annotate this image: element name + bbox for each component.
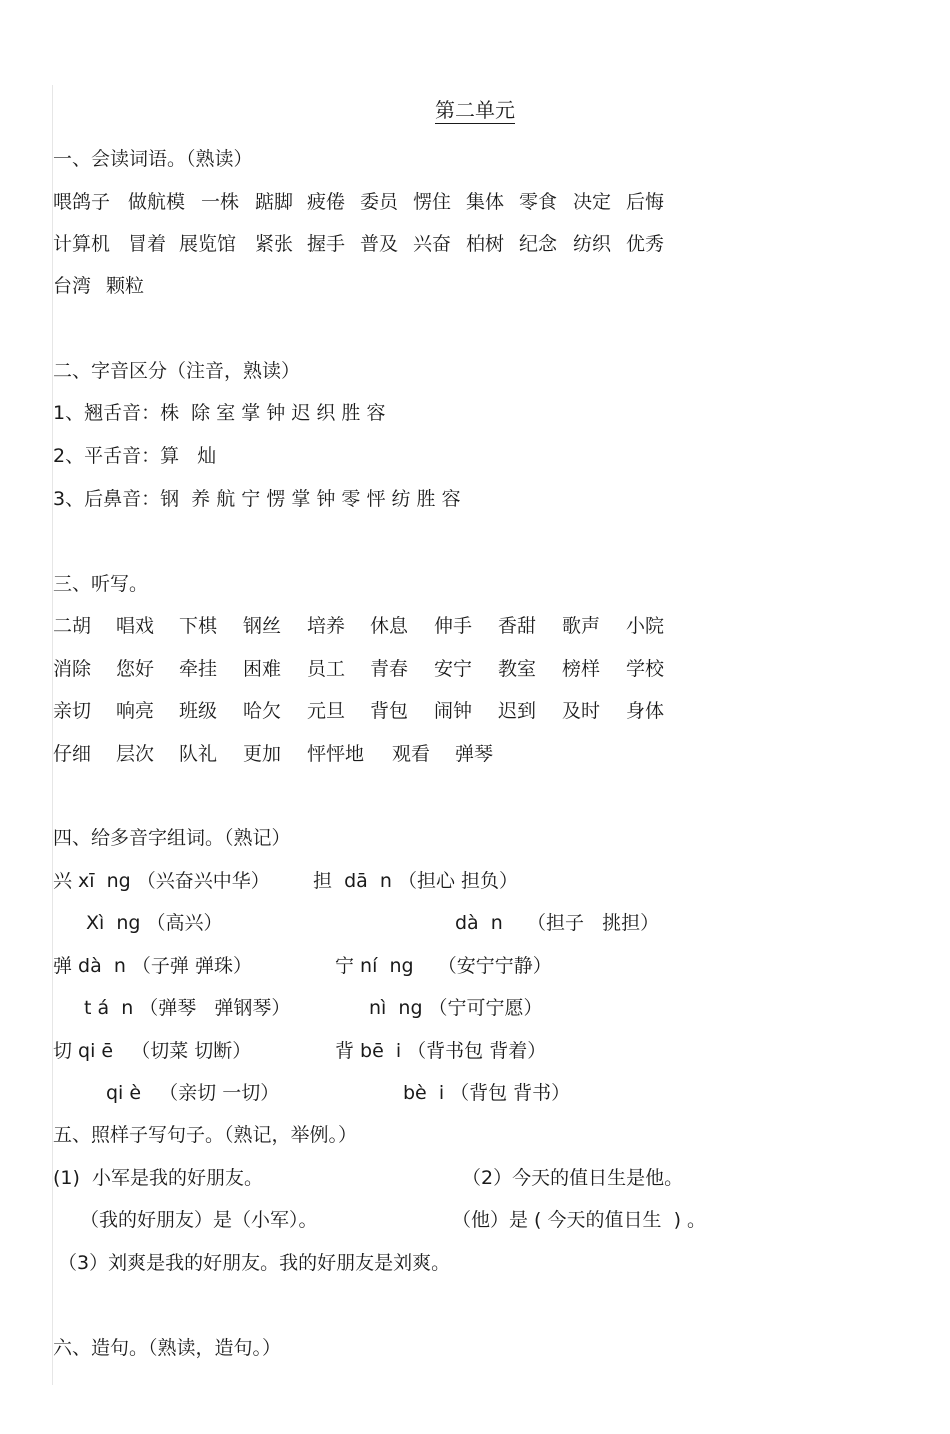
word: 展览馆 [179, 233, 237, 255]
word: 困难 [243, 658, 282, 680]
word: 台湾 [53, 275, 92, 297]
word: 下棋 [179, 615, 218, 637]
polyphone-ning-2: nì ng （宁可宁愿） [369, 997, 543, 1019]
section2-heading: 二、字音区分（注音，熟读） [53, 360, 301, 382]
word: 青春 [370, 658, 409, 680]
section2-line1: 1、翘舌音：株 除 室 掌 钟 迟 织 胜 容 [53, 402, 386, 424]
word: 培养 [307, 615, 346, 637]
word: 消除 [53, 658, 92, 680]
word: 闹钟 [434, 700, 473, 722]
word: 紧张 [255, 233, 294, 255]
word: 班级 [179, 700, 218, 722]
word: 钢丝 [243, 615, 282, 637]
word: 元旦 [307, 700, 346, 722]
word: 委员 [360, 191, 399, 213]
word: 学校 [626, 658, 665, 680]
word: 普及 [360, 233, 399, 255]
word: 弹琴 [455, 743, 494, 765]
example-answer-1: （我的好朋友）是（小军）。 [80, 1209, 318, 1231]
word: 兴奋 [413, 233, 452, 255]
word: 计算机 [53, 233, 111, 255]
word: 小院 [626, 615, 665, 637]
word: 香甜 [498, 615, 537, 637]
polyphone-dan-tan-1: 弹 dà n （子弹 弹珠） [53, 955, 252, 977]
word: 层次 [116, 743, 155, 765]
example-answer-2: （他）是 ( 今天的值日生 ) 。 [452, 1209, 707, 1231]
word: 亲切 [53, 700, 92, 722]
word: 身体 [626, 700, 665, 722]
word: 队礼 [179, 743, 218, 765]
word: 优秀 [626, 233, 665, 255]
polyphone-ning-1: 宁 ní ng （安宁宁静） [335, 955, 552, 977]
word: 冒着 [128, 233, 167, 255]
word: 后悔 [626, 191, 665, 213]
word: 员工 [307, 658, 346, 680]
word: 疲倦 [307, 191, 346, 213]
word: 零食 [519, 191, 558, 213]
word: 踮脚 [255, 191, 294, 213]
section5-heading: 五、照样子写句子。（熟记，举例。） [53, 1124, 358, 1146]
polyphone-qie-1: 切 qi ē （切菜 切断） [53, 1040, 252, 1062]
word: 二胡 [53, 615, 92, 637]
word: 伸手 [434, 615, 473, 637]
word: 纪念 [519, 233, 558, 255]
word: 及时 [562, 700, 601, 722]
polyphone-xing-2: Xì ng （高兴） [86, 912, 223, 934]
section3-heading: 三、听写。 [53, 573, 149, 595]
word: 决定 [573, 191, 612, 213]
polyphone-qie-2: qi è （亲切 一切） [106, 1082, 280, 1104]
word: 颗粒 [106, 275, 145, 297]
polyphone-tan-2: t á n （弹琴 弹钢琴） [84, 997, 291, 1019]
word: 响亮 [116, 700, 155, 722]
word: 榜样 [562, 658, 601, 680]
word: 更加 [243, 743, 282, 765]
word: 做航模 [128, 191, 186, 213]
word: 一株 [201, 191, 240, 213]
title-text: 第二单元 [435, 98, 515, 122]
word: 仔细 [53, 743, 92, 765]
section2-line2: 2、平舌音：算 灿 [53, 445, 217, 467]
section1-heading: 一、会读词语。（熟读） [53, 148, 253, 170]
word: 纺织 [573, 233, 612, 255]
page-title [0, 94, 950, 123]
section2-line3: 3、后鼻音：钢 养 航 宁 愣 掌 钟 零 怦 纺 胜 容 [53, 488, 461, 510]
word: 歌声 [562, 615, 601, 637]
word: 握手 [307, 233, 346, 255]
polyphone-bei-2: bè i （背包 背书） [403, 1082, 571, 1104]
word: 愣住 [413, 191, 452, 213]
word: 牵挂 [179, 658, 218, 680]
word: 教室 [498, 658, 537, 680]
section6-heading: 六、造句。（熟读，造句。） [53, 1337, 282, 1359]
word: 观看 [392, 743, 431, 765]
word: 喂鸽子 [53, 191, 111, 213]
polyphone-dan-1: 担 dā n （担心 担负） [313, 870, 518, 892]
word: 休息 [370, 615, 409, 637]
word: 怦怦地 [307, 743, 365, 765]
polyphone-xing-1: 兴 xī ng （兴奋兴中华） [53, 870, 270, 892]
example-sentence-2: （2）今天的值日生是他。 [462, 1167, 684, 1189]
section4-heading: 四、给多音字组词。（熟记） [53, 827, 291, 849]
word: 柏树 [466, 233, 505, 255]
polyphone-bei-1: 背 bē i （背书包 背着） [335, 1040, 547, 1062]
word: 唱戏 [116, 615, 155, 637]
word: 集体 [466, 191, 505, 213]
word: 迟到 [498, 700, 537, 722]
word: 安宁 [434, 658, 473, 680]
example-sentence-3: （3）刘爽是我的好朋友。我的好朋友是刘爽。 [58, 1252, 451, 1274]
polyphone-dan-2: dà n （担子 挑担） [455, 912, 660, 934]
example-sentence-1: (1) 小军是我的好朋友。 [53, 1167, 263, 1189]
word: 您好 [116, 658, 155, 680]
word: 背包 [370, 700, 409, 722]
word: 哈欠 [243, 700, 282, 722]
